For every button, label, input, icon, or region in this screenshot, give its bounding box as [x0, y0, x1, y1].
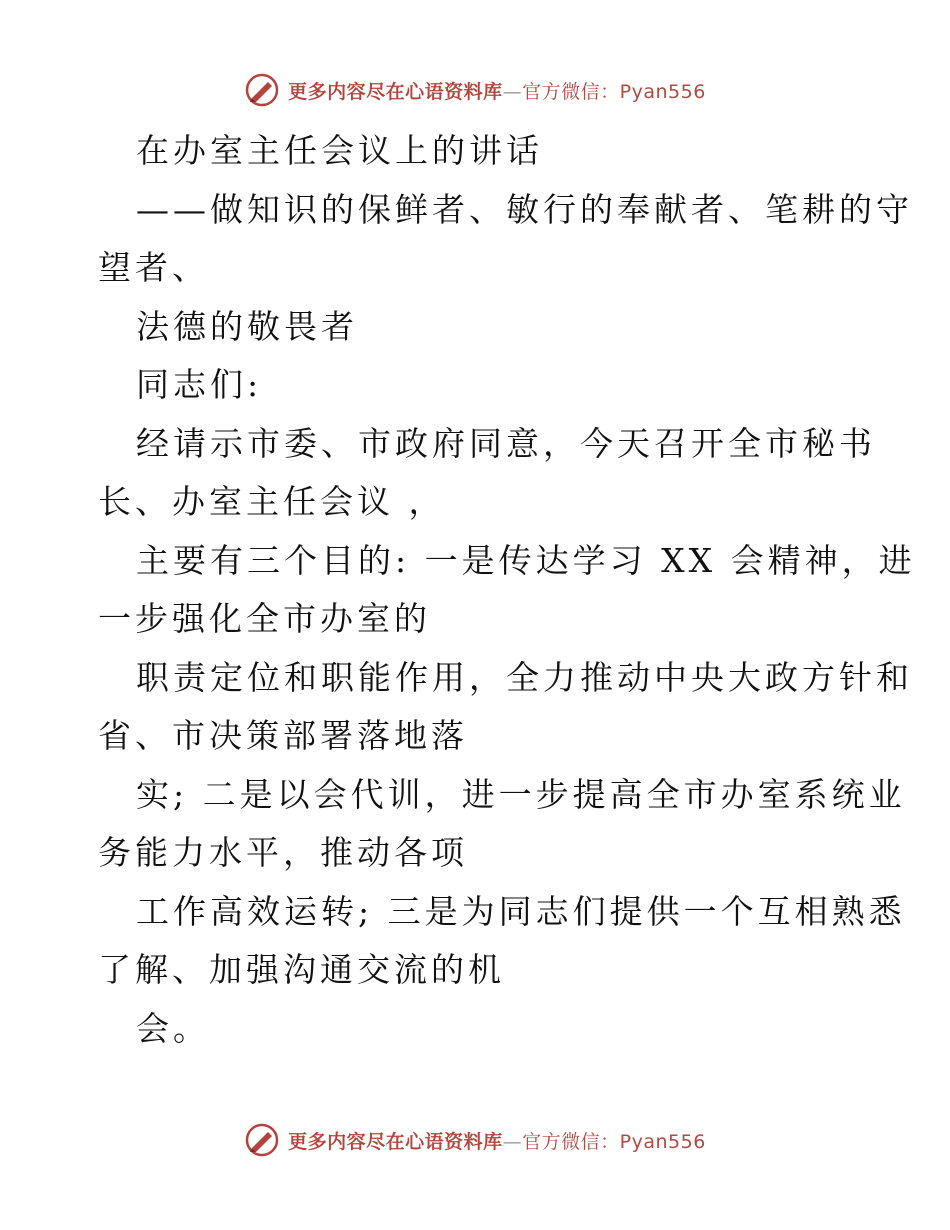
paragraph-line: 职责定位和职能作用，全力推动中央大政方针和	[136, 657, 913, 697]
salutation: 同志们:	[136, 365, 263, 404]
document-subtitle-end: 法德的敬畏者	[136, 306, 358, 346]
watermark-wechat-text: 官方微信：Pyan556	[522, 80, 706, 103]
paragraph-line: 务能力水平，推动各项	[98, 833, 468, 872]
pen-logo-icon	[244, 72, 280, 108]
document-body	[98, 122, 916, 1058]
paragraph-line: 了解、加强沟通交流的机	[98, 950, 505, 989]
document-subtitle: ——做知识的保鲜者、敏行的奉献者、笔耕的守	[136, 189, 913, 229]
paragraph-line: 工作高效运转; 三是为同志们提供一个互相熟悉	[136, 891, 906, 931]
paragraph-line: 实; 二是以会代训，进一步提高全市办室系统业	[136, 774, 906, 814]
watermark-dash: —	[502, 80, 523, 103]
paragraph-line: 经请示市委、市政府同意，今天召开全市秘书	[136, 423, 876, 463]
watermark-wechat-text: 官方微信：Pyan556	[522, 1130, 706, 1153]
document-title: 在办室主任会议上的讲话	[136, 131, 543, 170]
paragraph-line: 主要有三个目的: 一是传达学习 XX 会精神，进	[136, 540, 916, 580]
watermark-main-text: 更多内容尽在心语资料库	[288, 1130, 503, 1153]
paragraph-line: 一步强化全市办室的	[98, 599, 431, 638]
watermark-dash: —	[502, 1130, 523, 1153]
footer-watermark	[0, 1120, 950, 1160]
header-watermark	[0, 70, 950, 110]
document-subtitle-cont: 望者、	[98, 248, 209, 287]
paragraph-line: 省、市决策部署落地落	[98, 716, 468, 755]
watermark-main-text: 更多内容尽在心语资料库	[288, 80, 503, 103]
paragraph-line: 会。	[136, 1008, 210, 1048]
paragraph-line: 长、办室主任会议 ，	[98, 482, 446, 521]
pen-logo-icon	[244, 1122, 280, 1158]
